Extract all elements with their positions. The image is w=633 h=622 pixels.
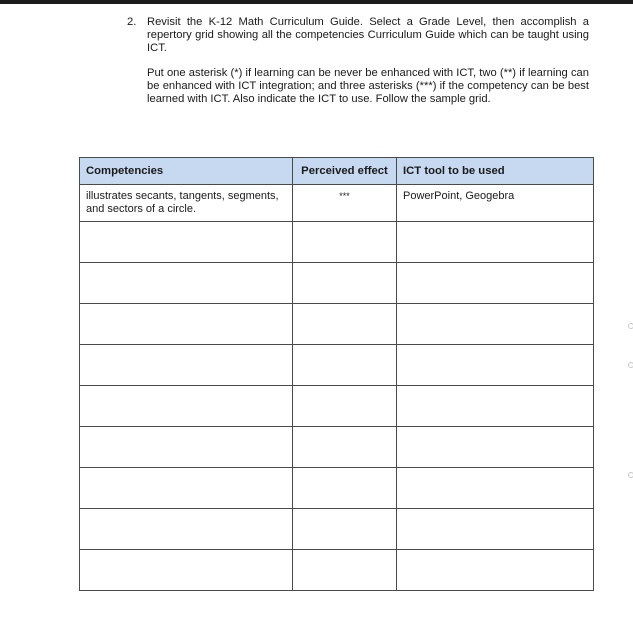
- empty-tool-cell[interactable]: [397, 550, 594, 591]
- empty-effect-cell[interactable]: [293, 263, 397, 304]
- header-perceived-effect: Perceived effect: [293, 158, 397, 185]
- empty-effect-cell[interactable]: [293, 386, 397, 427]
- instructions: [127, 16, 589, 106]
- edge-mark: [628, 323, 633, 329]
- empty-competency-cell[interactable]: [80, 468, 293, 509]
- table-row: [80, 550, 594, 591]
- empty-tool-cell[interactable]: [397, 304, 594, 345]
- table-row: [80, 304, 594, 345]
- header-ict-tool: ICT tool to be used: [397, 158, 594, 185]
- table-row: [80, 468, 594, 509]
- sample-perceived-effect: ***: [293, 185, 397, 222]
- empty-effect-cell[interactable]: [293, 345, 397, 386]
- empty-tool-cell[interactable]: [397, 427, 594, 468]
- table-row: [80, 222, 594, 263]
- empty-effect-cell[interactable]: [293, 550, 397, 591]
- empty-competency-cell[interactable]: [80, 345, 293, 386]
- empty-tool-cell[interactable]: [397, 468, 594, 509]
- grid-header-row: [80, 158, 594, 185]
- empty-effect-cell[interactable]: [293, 468, 397, 509]
- instruction-paragraph-1: Revisit the K-12 Math Curriculum Guide. Select a Grade Level, then accomplish a repertory grid showing all the competencies Curriculum Guide which can be taught using ICT.: [147, 16, 589, 54]
- table-row: [80, 263, 594, 304]
- empty-competency-cell[interactable]: [80, 263, 293, 304]
- empty-competency-cell[interactable]: [80, 304, 293, 345]
- empty-competency-cell[interactable]: [80, 386, 293, 427]
- table-row: [80, 386, 594, 427]
- empty-effect-cell[interactable]: [293, 304, 397, 345]
- empty-tool-cell[interactable]: [397, 386, 594, 427]
- instruction-paragraph-2: Put one asterisk (*) if learning can be never be enhanced with ICT, two (**) if learning can be enhanced with ICT integration; and three asterisks (***) if the competency can be best learned with ICT. Also indicate the ICT to use. Follow the sample grid.: [147, 67, 589, 105]
- empty-tool-cell[interactable]: [397, 222, 594, 263]
- table-row: [80, 509, 594, 550]
- repertory-grid: [79, 157, 594, 591]
- table-row: [80, 185, 594, 222]
- empty-tool-cell[interactable]: [397, 509, 594, 550]
- empty-effect-cell[interactable]: [293, 222, 397, 263]
- empty-competency-cell[interactable]: [80, 550, 293, 591]
- sample-ict-tool: PowerPoint, Geogebra: [397, 185, 594, 222]
- empty-tool-cell[interactable]: [397, 263, 594, 304]
- sample-competency: illustrates secants, tangents, segments, and sectors of a circle.: [80, 185, 293, 222]
- edge-mark: [628, 362, 633, 368]
- empty-competency-cell[interactable]: [80, 509, 293, 550]
- empty-competency-cell[interactable]: [80, 222, 293, 263]
- edge-mark: [628, 472, 633, 478]
- header-competencies: Competencies: [80, 158, 293, 185]
- empty-effect-cell[interactable]: [293, 427, 397, 468]
- empty-competency-cell[interactable]: [80, 427, 293, 468]
- empty-tool-cell[interactable]: [397, 345, 594, 386]
- table-row: [80, 345, 594, 386]
- item-number: 2.: [127, 16, 137, 28]
- top-border: [0, 0, 633, 4]
- table-row: [80, 427, 594, 468]
- empty-effect-cell[interactable]: [293, 509, 397, 550]
